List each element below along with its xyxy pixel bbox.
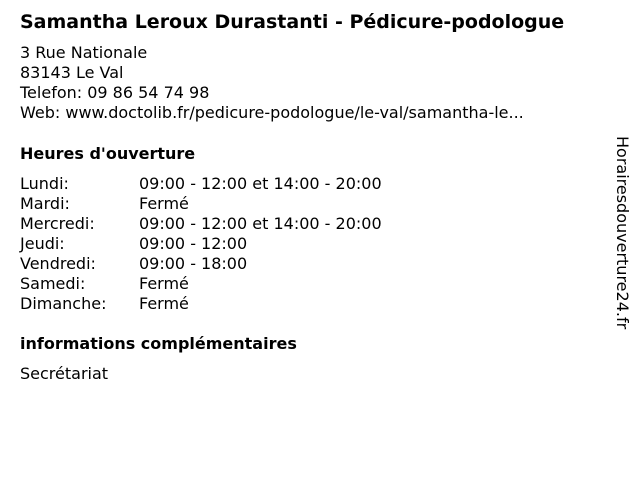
day-label: Dimanche:: [20, 294, 107, 313]
hours-value: Fermé: [139, 274, 189, 293]
hours-value: 09:00 - 12:00 et 14:00 - 20:00: [139, 174, 382, 193]
hours-value: Fermé: [139, 194, 189, 213]
hours-value: 09:00 - 12:00: [139, 234, 248, 253]
day-label: Jeudi:: [20, 234, 65, 253]
info-heading: informations complémentaires: [20, 334, 297, 353]
opening-hours-list: [20, 174, 382, 314]
hours-row-wednesday: [20, 214, 382, 234]
hours-row-saturday: [20, 274, 382, 294]
website-link: Web: www.doctolib.fr/pedicure-podologue/le-val/samantha-le...: [20, 103, 524, 122]
phone-number: Telefon: 09 86 54 74 98: [20, 83, 210, 102]
day-label: Samedi:: [20, 274, 86, 293]
hours-row-sunday: [20, 294, 382, 314]
address-city: 83143 Le Val: [20, 63, 124, 82]
hours-row-monday: [20, 174, 382, 194]
day-label: Mercredi:: [20, 214, 95, 233]
address-street: 3 Rue Nationale: [20, 43, 148, 62]
day-label: Lundi:: [20, 174, 69, 193]
hours-heading: Heures d'ouverture: [20, 144, 196, 163]
hours-value: 09:00 - 12:00 et 14:00 - 20:00: [139, 214, 382, 233]
info-text: Secrétariat: [20, 364, 109, 383]
hours-value: Fermé: [139, 294, 189, 313]
day-label: Mardi:: [20, 194, 70, 213]
hours-row-tuesday: [20, 194, 382, 214]
hours-row-thursday: [20, 234, 382, 254]
page-title: Samantha Leroux Durastanti - Pédicure-podologue: [20, 11, 565, 33]
hours-value: 09:00 - 18:00: [139, 254, 248, 273]
hours-row-friday: [20, 254, 382, 274]
day-label: Vendredi:: [20, 254, 96, 273]
watermark-text: Horairesdouverture24.fr: [613, 136, 632, 330]
